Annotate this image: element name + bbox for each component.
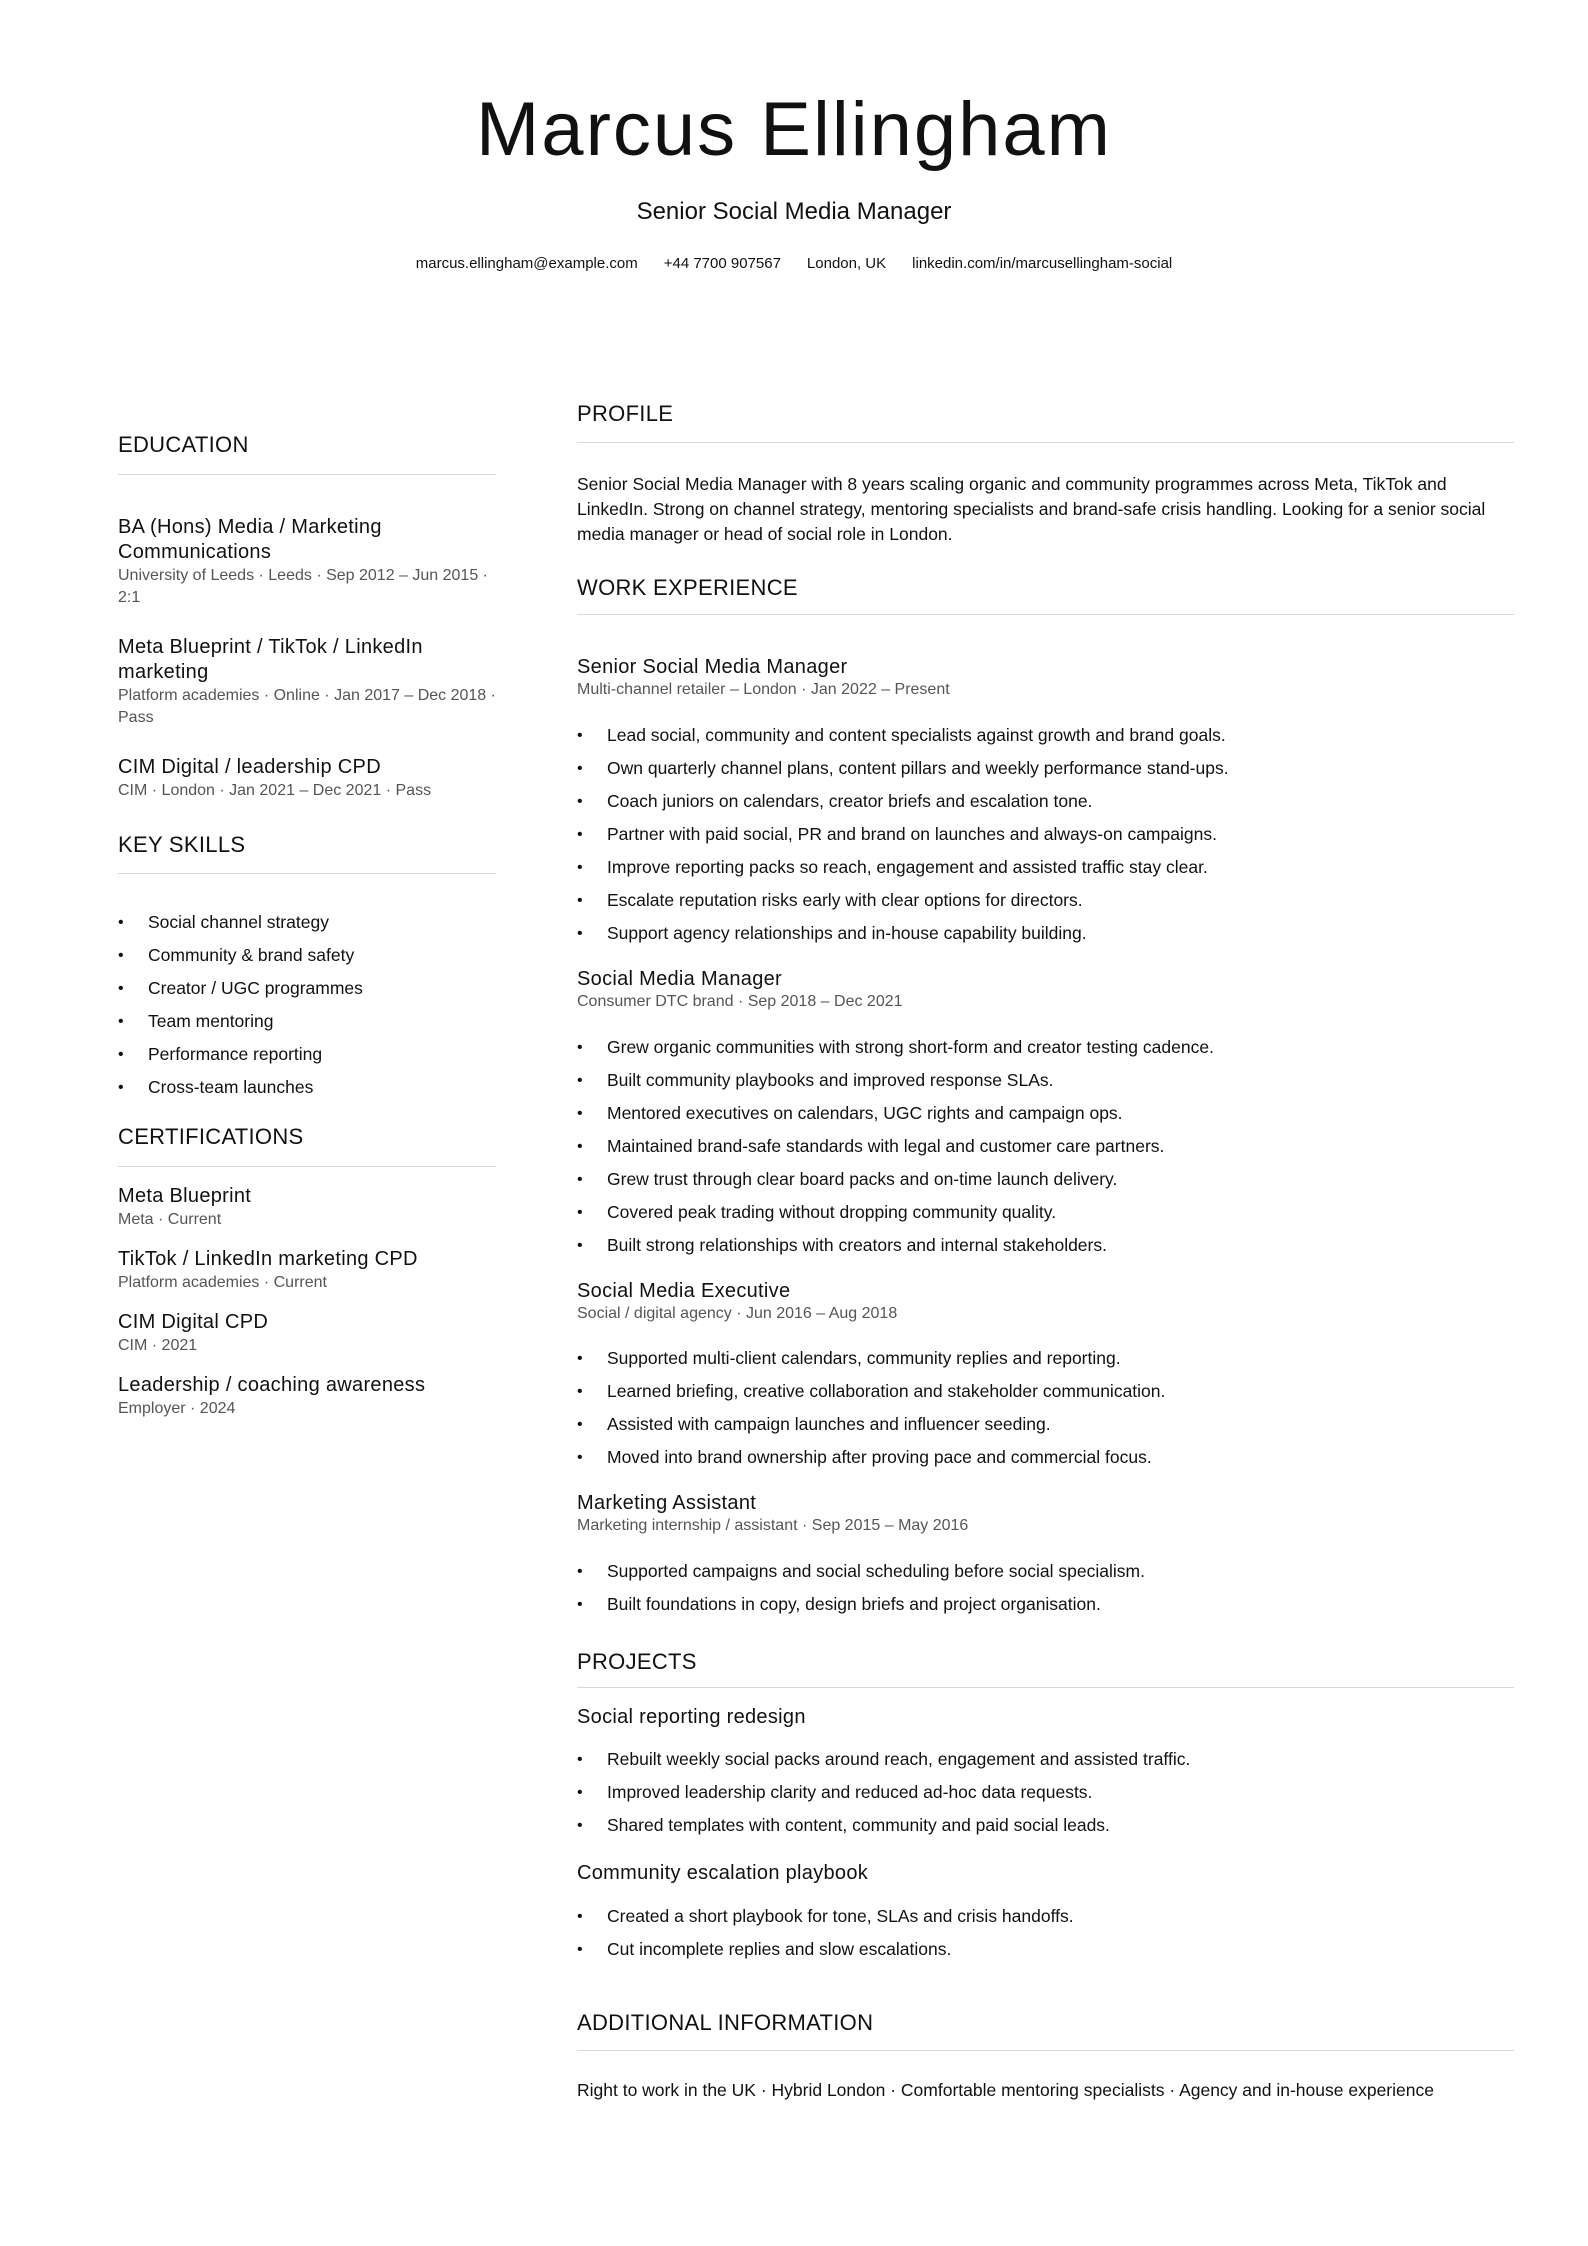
education-section bbox=[118, 432, 496, 458]
contact-email: marcus.ellingham@example.com bbox=[415, 255, 638, 272]
list-item: • Lead social, community and content specialists against growth and brand goals. bbox=[577, 719, 1514, 752]
profile-heading: PROFILE bbox=[577, 401, 674, 426]
projects-section bbox=[577, 1649, 1514, 1675]
additional-section bbox=[577, 2010, 1514, 2036]
projects-divider bbox=[577, 1687, 1514, 1688]
list-item: • Mentored executives on calendars, UGC rights and campaign ops. bbox=[577, 1097, 1514, 1130]
certification-title: Leadership / coaching awareness bbox=[118, 1374, 426, 1396]
list-item: • Learned briefing, creative collaboration and stakeholder communication. bbox=[577, 1375, 1514, 1408]
experience-section bbox=[577, 575, 1514, 601]
list-item: • Built community playbooks and improved response SLAs. bbox=[577, 1064, 1514, 1097]
candidate-name: Marcus Ellingham bbox=[476, 87, 1112, 172]
job-entry bbox=[577, 655, 1514, 701]
education-item bbox=[118, 755, 496, 802]
job-entry bbox=[577, 1491, 1514, 1537]
project-title: Community escalation playbook bbox=[577, 1862, 869, 1884]
certification-item bbox=[118, 1247, 496, 1294]
experience-heading: WORK EXPERIENCE bbox=[577, 575, 798, 600]
job-entry bbox=[577, 1279, 1514, 1325]
education-item bbox=[118, 635, 496, 729]
list-item: • Supported campaigns and social scheduling before social specialism. bbox=[577, 1555, 1514, 1588]
list-item: • Shared templates with content, community and paid social leads. bbox=[577, 1809, 1514, 1842]
education-item-title: CIM Digital / leadership CPD bbox=[118, 756, 381, 778]
list-item: • Improved leadership clarity and reduced ad-hoc data requests. bbox=[577, 1776, 1514, 1809]
contact-linkedin: linkedin.com/in/marcusellingham-social bbox=[912, 255, 1173, 272]
list-item: • Assisted with campaign launches and influencer seeding. bbox=[577, 1408, 1514, 1441]
job-details: Consumer DTC brand · Sep 2018 – Dec 2021 bbox=[577, 993, 903, 1010]
list-item: • Coach juniors on calendars, creator briefs and escalation tone. bbox=[577, 785, 1514, 818]
skills-list bbox=[118, 906, 496, 1104]
certification-title: Meta Blueprint bbox=[118, 1185, 252, 1207]
job-title: Senior Social Media Manager bbox=[577, 656, 848, 678]
list-item: • Creator / UGC programmes bbox=[118, 972, 496, 1005]
project-title: Social reporting redesign bbox=[577, 1706, 806, 1728]
education-item-details: Platform academies · Online · Jan 2017 – Dec 2018 · Pass bbox=[118, 687, 496, 726]
job-bullets bbox=[577, 1342, 1514, 1474]
list-item: • Built strong relationships with creators and internal stakeholders. bbox=[577, 1229, 1514, 1262]
education-divider bbox=[118, 474, 496, 475]
job-details: Multi-channel retailer – London · Jan 2022 – Present bbox=[577, 681, 950, 698]
project-entry bbox=[577, 1705, 1514, 1729]
list-item: • Supported multi-client calendars, community replies and reporting. bbox=[577, 1342, 1514, 1375]
education-item-details: CIM · London · Jan 2021 – Dec 2021 · Pass bbox=[118, 782, 432, 799]
job-entry bbox=[577, 967, 1514, 1013]
certification-details: Meta · Current bbox=[118, 1211, 222, 1228]
list-item: • Social channel strategy bbox=[118, 906, 496, 939]
skills-heading: KEY SKILLS bbox=[118, 832, 246, 857]
list-item: • Partner with paid social, PR and brand on launches and always-on campaigns. bbox=[577, 818, 1514, 851]
list-item: • Cut incomplete replies and slow escalations. bbox=[577, 1933, 1514, 1966]
list-item: • Performance reporting bbox=[118, 1038, 496, 1071]
list-item: • Maintained brand-safe standards with legal and customer care partners. bbox=[577, 1130, 1514, 1163]
list-item: • Grew organic communities with strong short-form and creator testing cadence. bbox=[577, 1031, 1514, 1064]
list-item: • Rebuilt weekly social packs around reach, engagement and assisted traffic. bbox=[577, 1743, 1514, 1776]
additional-text: Right to work in the UK · Hybrid London · Comfortable mentoring specialists · Agency and in-house experience bbox=[577, 2080, 1434, 2100]
projects-heading: PROJECTS bbox=[577, 1649, 697, 1674]
education-item-title: BA (Hons) Media / Marketing Communications bbox=[118, 516, 382, 563]
job-title: Social Media Executive bbox=[577, 1280, 791, 1302]
job-bullets-container bbox=[577, 1555, 1514, 1621]
list-item: • Cross-team launches bbox=[118, 1071, 496, 1104]
certification-title: CIM Digital CPD bbox=[118, 1311, 269, 1333]
job-title: Social Media Manager bbox=[577, 968, 782, 990]
job-bullets bbox=[577, 1031, 1514, 1262]
education-item-title: Meta Blueprint / TikTok / LinkedIn marketing bbox=[118, 636, 423, 683]
education-heading: EDUCATION bbox=[118, 432, 249, 457]
education-item-details: University of Leeds · Leeds · Sep 2012 – Jun 2015 · 2:1 bbox=[118, 567, 488, 606]
list-item: • Created a short playbook for tone, SLAs and crisis handoffs. bbox=[577, 1900, 1514, 1933]
experience-divider bbox=[577, 614, 1514, 615]
list-item: • Team mentoring bbox=[118, 1005, 496, 1038]
additional-divider bbox=[577, 2050, 1514, 2051]
profile-divider bbox=[577, 442, 1514, 443]
job-details: Social / digital agency · Jun 2016 – Aug 2018 bbox=[577, 1305, 898, 1322]
project-bullets-container bbox=[577, 1743, 1514, 1842]
certification-item bbox=[118, 1310, 496, 1357]
contact-line bbox=[0, 255, 1588, 272]
job-bullets-container bbox=[577, 719, 1514, 950]
list-item: • Support agency relationships and in-house capability building. bbox=[577, 917, 1514, 950]
profile-section bbox=[577, 401, 1514, 427]
skills-divider bbox=[118, 873, 496, 874]
certification-item bbox=[118, 1373, 496, 1420]
list-item: • Improve reporting packs so reach, engagement and assisted traffic stay clear. bbox=[577, 851, 1514, 884]
education-item bbox=[118, 515, 496, 609]
certification-details: CIM · 2021 bbox=[118, 1337, 198, 1354]
list-item: • Covered peak trading without dropping community quality. bbox=[577, 1196, 1514, 1229]
profile-summary: Senior Social Media Manager with 8 years scaling organic and community programmes across Meta, TikTok and LinkedIn. Strong on channel strategy, mentoring specialists and brand-safe crisis handling. Looking for a senior social media manager or head of social role in London. bbox=[577, 474, 1486, 544]
project-bullets bbox=[577, 1743, 1514, 1842]
contact-location: London, UK bbox=[806, 255, 887, 272]
certification-item bbox=[118, 1184, 496, 1231]
skills-list-container bbox=[118, 906, 496, 1104]
job-details: Marketing internship / assistant · Sep 2015 – May 2016 bbox=[577, 1517, 969, 1534]
list-item: • Moved into brand ownership after proving pace and commercial focus. bbox=[577, 1441, 1514, 1474]
job-bullets-container bbox=[577, 1031, 1514, 1262]
certifications-divider bbox=[118, 1166, 496, 1167]
certification-details: Platform academies · Current bbox=[118, 1274, 327, 1291]
certifications-heading: CERTIFICATIONS bbox=[118, 1124, 304, 1149]
list-item: • Grew trust through clear board packs and on-time launch delivery. bbox=[577, 1163, 1514, 1196]
job-bullets-container bbox=[577, 1342, 1514, 1474]
project-bullets-container bbox=[577, 1900, 1514, 1966]
additional-heading: ADDITIONAL INFORMATION bbox=[577, 2010, 874, 2035]
certifications-section bbox=[118, 1124, 496, 1150]
skills-section bbox=[118, 832, 496, 858]
job-title: Marketing Assistant bbox=[577, 1492, 757, 1514]
project-bullets bbox=[577, 1900, 1514, 1966]
additional-body bbox=[577, 2080, 1514, 2101]
list-item: • Own quarterly channel plans, content pillars and weekly performance stand-ups. bbox=[577, 752, 1514, 785]
contact-phone: +44 7700 907567 bbox=[663, 255, 781, 272]
certification-title: TikTok / LinkedIn marketing CPD bbox=[118, 1248, 418, 1270]
candidate-title: Senior Social Media Manager bbox=[636, 198, 952, 225]
certification-details: Employer · 2024 bbox=[118, 1400, 236, 1417]
list-item: • Escalate reputation risks early with clear options for directors. bbox=[577, 884, 1514, 917]
job-bullets bbox=[577, 719, 1514, 950]
list-item: • Community & brand safety bbox=[118, 939, 496, 972]
profile-body bbox=[577, 472, 1514, 547]
job-bullets bbox=[577, 1555, 1514, 1621]
list-item: • Built foundations in copy, design briefs and project organisation. bbox=[577, 1588, 1514, 1621]
project-entry bbox=[577, 1861, 1514, 1885]
